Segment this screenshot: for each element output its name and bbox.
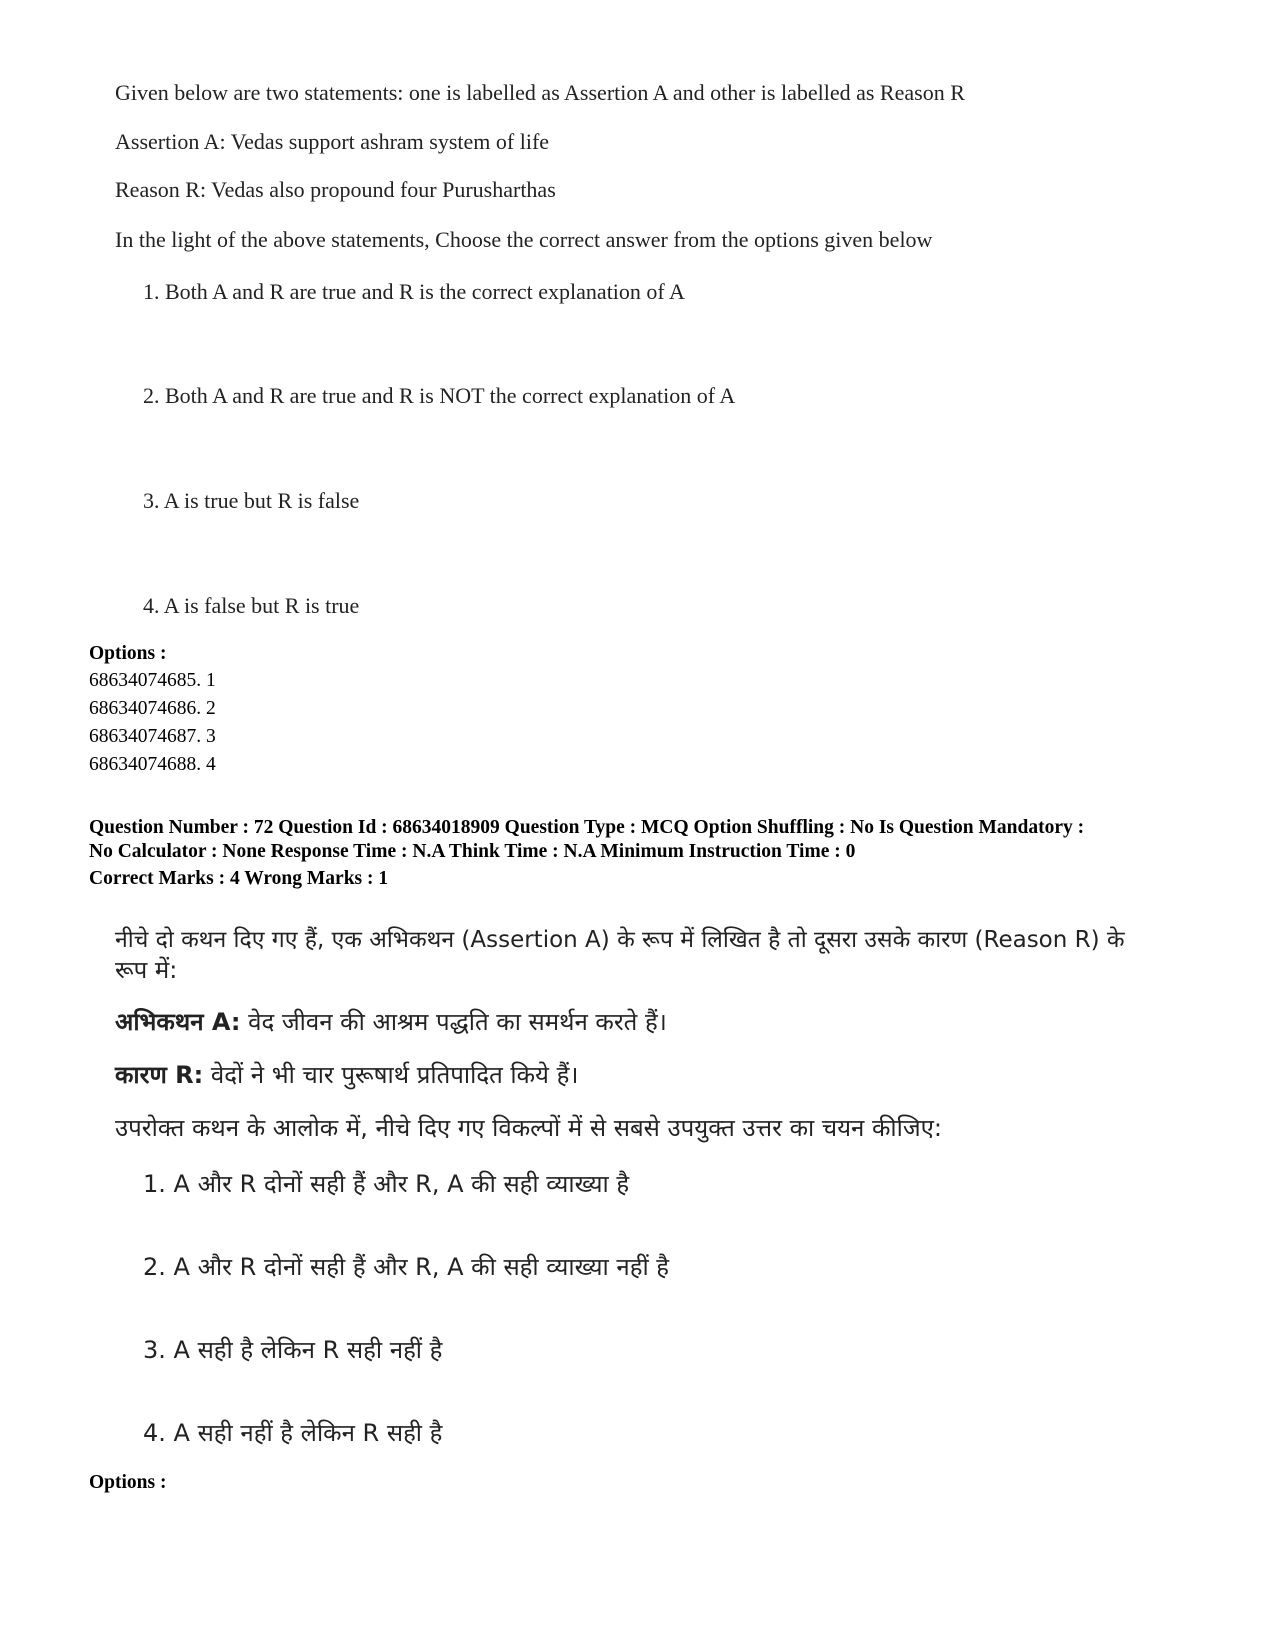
q72-choice-1: 1. A और R दोनों सही हैं और R, A की सही व्याख्या है	[143, 1170, 630, 1198]
q72-reason	[115, 1058, 578, 1091]
q71-option-4: 68634074688. 4	[89, 754, 216, 775]
q72-meta-line-1: Question Number : 72 Question Id : 68634018909 Question Type : MCQ Option Shuffling : No Is Question Mandatory :	[89, 817, 1085, 838]
q71-intro: Given below are two statements: one is labelled as Assertion A and other is labelled as Reason R	[115, 80, 965, 105]
q71-choice-2: 2. Both A and R are true and R is NOT the correct explanation of A	[143, 383, 736, 408]
q72-meta-line-2: No Calculator : None Response Time : N.A Think Time : N.A Minimum Instruction Time : 0	[89, 841, 856, 862]
q71-options-label: Options :	[89, 643, 167, 664]
q71-reason: Reason R: Vedas also propound four Purusharthas	[115, 177, 556, 202]
q72-assertion	[115, 1005, 667, 1038]
q71-choice-3: 3. A is true but R is false	[143, 488, 360, 513]
q72-instruction: उपरोक्त कथन के आलोक में, नीचे दिए गए विकल्पों में से सबसे उपयुक्त उत्तर का चयन कीजिए:	[115, 1114, 942, 1142]
q71-instruction: In the light of the above statements, Choose the correct answer from the options given below	[115, 227, 933, 252]
q72-choice-2: 2. A और R दोनों सही हैं और R, A की सही व्याख्या नहीं है	[143, 1253, 670, 1281]
q72-meta-line-3: Correct Marks : 4 Wrong Marks : 1	[89, 868, 389, 889]
q72-reason-text: वेदों ने भी चार पुरूषार्थ प्रतिपादित किये हैं।	[203, 1061, 579, 1089]
q72-choice-3: 3. A सही है लेकिन R सही नहीं है	[143, 1336, 443, 1364]
q72-reason-label: कारण R:	[115, 1061, 204, 1089]
q72-choice-4: 4. A सही नहीं है लेकिन R सही है	[143, 1419, 443, 1447]
q72-assertion-label: अभिकथन A:	[115, 1008, 241, 1036]
q71-choice-1: 1. Both A and R are true and R is the correct explanation of A	[143, 279, 685, 304]
q72-assertion-text: वेद जीवन की आश्रम पद्धति का समर्थन करते हैं।	[240, 1008, 667, 1036]
q72-intro-line-2: रूप में:	[115, 956, 178, 984]
q71-option-2: 68634074686. 2	[89, 698, 216, 719]
q71-option-3: 68634074687. 3	[89, 726, 216, 747]
q71-choice-4: 4. A is false but R is true	[143, 593, 360, 618]
q72-options-label: Options :	[89, 1472, 167, 1493]
q71-option-1: 68634074685. 1	[89, 670, 216, 691]
q72-intro-line-1: नीचे दो कथन दिए गए हैं, एक अभिकथन (Assertion A) के रूप में लिखित है तो दूसरा उसके कारण (Reason R) के	[115, 927, 1125, 953]
q71-assertion: Assertion A: Vedas support ashram system of life	[115, 129, 550, 154]
